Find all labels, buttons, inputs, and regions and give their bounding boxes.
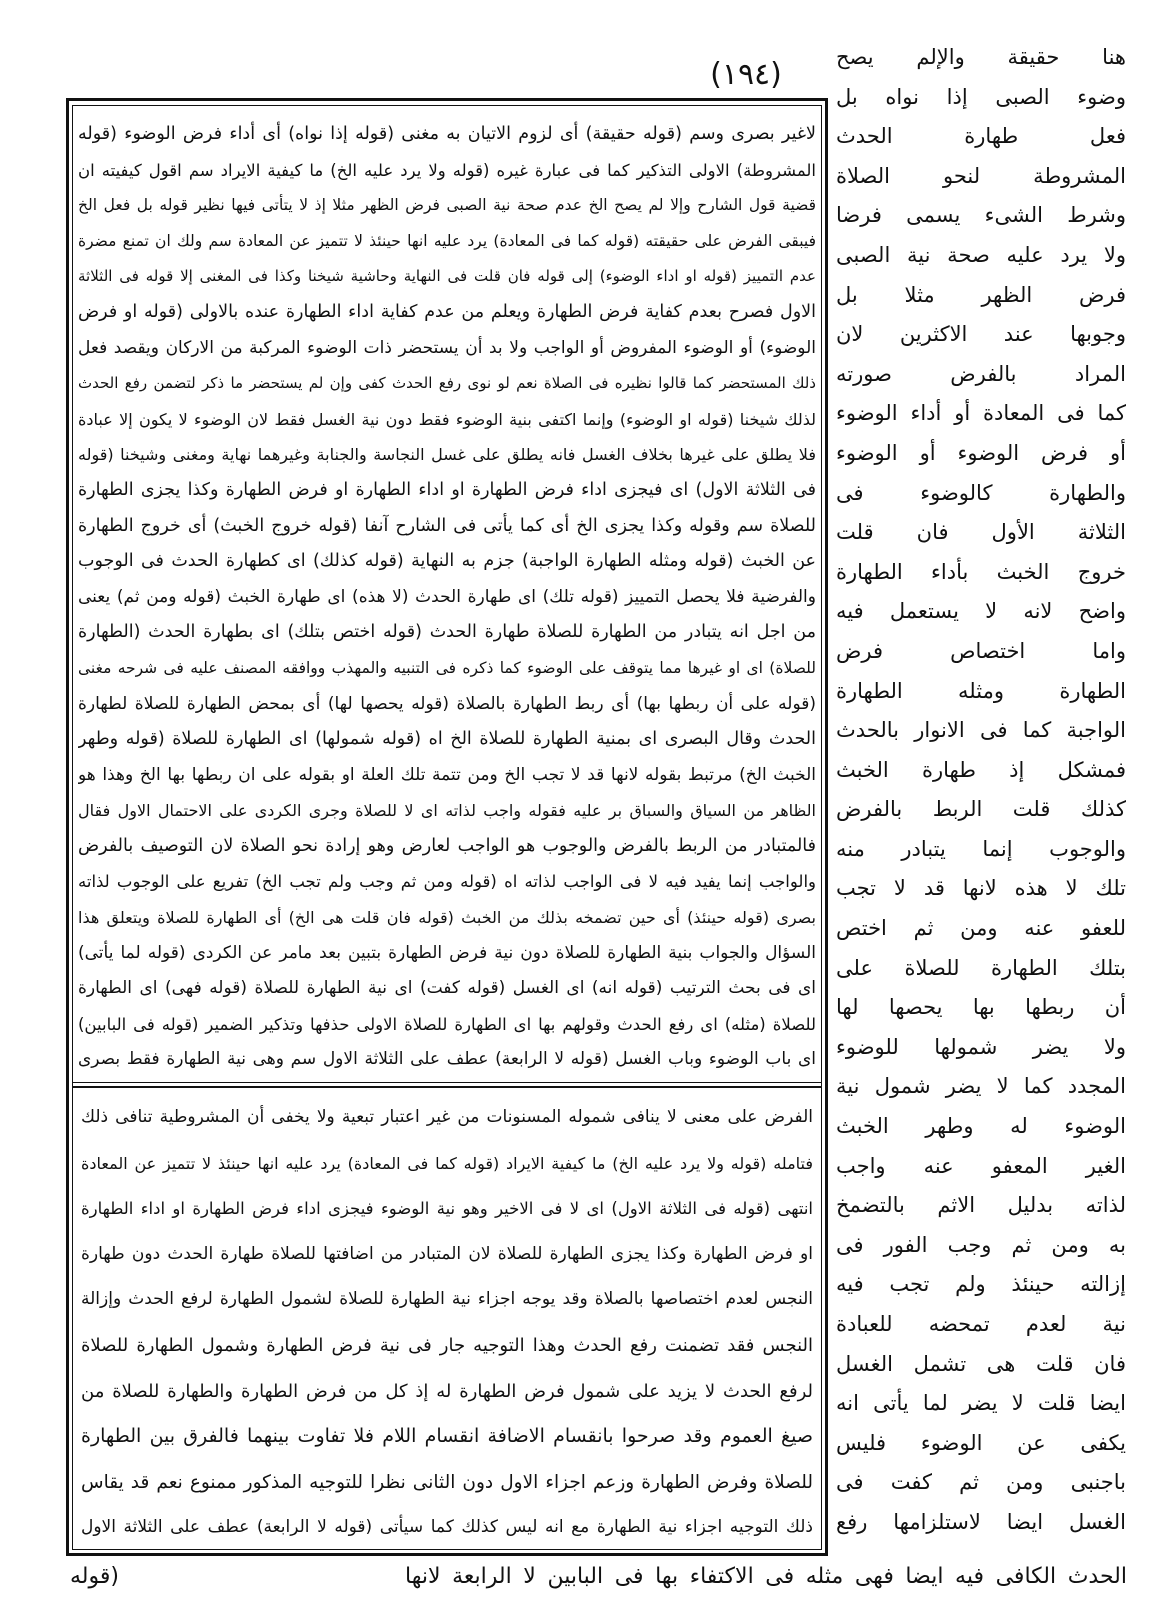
- margin-line: نية لعدم تمحضه للعبادة: [836, 1312, 1126, 1336]
- commentary-line: الحدث وقال البصرى اى بمنية الطهارة للصلاة الخ اه (قوله شمولها) اى الطهارة للصلاة (قوله وطهر: [78, 729, 816, 750]
- commentary-frame: [66, 98, 828, 1556]
- commentary-line: اى فى بحث الترتيب (قوله انه) اى الغسل (قوله كفت) اى نية الطهارة للصلاة (قوله فهى) اى الطهارة: [78, 978, 816, 999]
- commentary-line: فلا يطلق على غيرها بخلاف الغسل فانه يطلق على غسل النجاسة والجنابة وغيرهما نهاية ومغنى وشيخنا (قوله: [78, 445, 816, 465]
- commentary-line: اى باب الوضوء وباب الغسل (قوله لا الرابعة) عطف على الثلاثة الاول سم وهى نية الطهارة فقط بصرى: [78, 1049, 816, 1070]
- margin-continuation-line: الحدث الكافى فيه ايضا فهى مثله فى الاكتفاء بها فى البابين لا الرابعة لانها: [405, 1564, 1127, 1589]
- commentary-line: عدم التمييز (قوله او اداء الوضوء) إلى قوله فان قلت فى النهاية وحاشية شيخنا وكذا فى المغنى إلا قوله فى الثلاثة: [78, 267, 816, 286]
- margin-line: واضح لانه لا يستعمل فيه: [836, 599, 1126, 624]
- margin-line: الوضوء له وطهر الخبث: [836, 1114, 1126, 1139]
- margin-line: المجدد كما لا يضر شمول نية: [836, 1074, 1126, 1099]
- commentary-line: للصلاة سم وقوله وكذا يجزى الخ أى كما يأتى فى الشارح آنفا (قوله خروج الخبث) أى خروج الطهارة: [78, 515, 816, 536]
- margin-line: واما اختصاص فرض: [836, 638, 1126, 663]
- margin-line: فرض الظهر مثلا بل: [836, 282, 1126, 307]
- commentary-line: (قوله على أن ربطها بها) أى ربط الطهارة بالصلاة (قوله يحصها لها) أى بمحض الطهارة للصلاة لطهارة: [78, 693, 816, 714]
- margin-line: هنا حقيقة والإلم يصح: [836, 45, 1126, 69]
- margin-line: وضوء الصبى إذا نواه بل: [836, 84, 1126, 109]
- margin-line: والطهارة كالوضوء فى: [836, 480, 1126, 505]
- margin-commentary: [836, 38, 1126, 1543]
- lower-commentary-line: النجس لعدم اختصاصها بالصلاة وقد يوجه اجزاء نية الطهارة للصلاة لشمول الطهارة لرفع الحدث وإزالة: [81, 1289, 813, 1310]
- margin-line: ايضا قلت لا يضر لما يأتى انه: [836, 1391, 1126, 1416]
- lower-commentary-line: الفرض على معنى لا ينافى شموله المسنونات من غير اعتبار تبعية ولا يخفى أن المشروطية تنافى ذلك: [81, 1107, 813, 1127]
- margin-line: فعل طهارة الحدث: [836, 124, 1126, 149]
- lower-commentary: [81, 1095, 813, 1551]
- margin-line: وجوبها عند الاكثرين لان: [836, 322, 1126, 347]
- margin-line: وشرط الشىء يسمى فرضا: [836, 203, 1126, 228]
- commentary-line: عن الخبث (قوله ومثله الطهارة الواجبة) جزم به النهاية (قوله كذلك) اى كطهارة الحدث فى الوجوب: [78, 551, 816, 572]
- margin-line: الواجبة كما فى الانوار بالحدث: [836, 718, 1126, 743]
- margin-line: إزالته حينئذ ولم تجب فيه: [836, 1272, 1126, 1297]
- margin-line: به ومن ثم وجب الفور فى: [836, 1232, 1126, 1257]
- lower-commentary-line: صيغ العموم وقد صرحوا بانقسام الاضافة انقسام اللام فلا تفاوت بينهما فالفرق بين الطهارة: [81, 1425, 813, 1448]
- margin-line: الغير المعفو عنه واجب: [836, 1153, 1126, 1178]
- commentary-line: بصرى (قوله حينئذ) أى حين تضمخه بذلك من الخبث (قوله فان قلت هى الخ) أى الطهارة للصلاة ويتعلق هذا: [78, 908, 816, 928]
- margin-line: يكفى عن الوضوء فليس: [836, 1430, 1126, 1455]
- margin-line: الثلاثة الأول فان قلت: [836, 520, 1126, 545]
- page-number: (١٩٤): [710, 57, 782, 92]
- lower-commentary-line: النجس فقد تضمنت رفع الحدث وهذا التوجيه جار فى نية فرض الطهارة وشمول الطهارة للصلاة: [81, 1334, 813, 1356]
- margin-line: المراد بالفرض صورته: [836, 361, 1126, 386]
- commentary-line: والواجب إنما يفيد فيه لا فى الواجب لذاته اه (قوله ومن ثم وجب ولم تجب الخ) تفريع على الوجوب لذاته: [78, 872, 816, 892]
- commentary-line: الاول فصرح بعدم كفاية فرض الطهارة ويعلم من عدم كفاية اداء الطهارة عنده بالاولى (قوله او فرض: [78, 301, 816, 322]
- commentary-line: قضية قول الشارح وإلا لم يصح الخ عدم صحة نية الصبى فرض الظهر مثلا إذ لا يتأتى فيها نظير قوله بل فعل الخ: [78, 196, 816, 215]
- commentary-line: فالمتبادر من الربط بالفرض والوجوب هو الواجب لعارض وهو إرادة نحو الصلاة لان التوصيف بالفرض: [78, 835, 816, 856]
- margin-line: كما فى المعادة أو أداء الوضوء: [836, 401, 1126, 426]
- commentary-line: للصلاة) اى او غيرها مما يتوقف على الوضوء كما ذكره فى التنبيه والمهذب ووافقه المصنف عليه فى شرحه مغنى: [78, 658, 816, 677]
- margin-line: لذاته بدليل الاثم بالتضمخ: [836, 1193, 1126, 1218]
- margin-line: أن ربطها بها يحصها لها: [836, 995, 1126, 1020]
- commentary-line: الظاهر من السياق والسباق بر عليه فقوله واجب لذاته اى لا للصلاة وجرى الكردى على الاحتمال الاول فقال: [78, 801, 816, 821]
- commentary-line: والفرضية فلا يحصل التمييز (قوله تلك) اى طهارة الحدث (لا هذه) اى طهارة الخبث (قوله ومن ثم) يعنى: [78, 586, 816, 607]
- commentary-line: لاغير بصرى وسم (قوله حقيقة) أى لزوم الاتيان به مغنى (قوله إذا نواه) أى أداء فرض الوضوء (قوله: [78, 124, 816, 144]
- lower-commentary-line: للصلاة وفرض الطهارة وزعم اجزاء الاول دون الثانى نظرا للتوجيه المذكور ممنوع نعم قد يقاس: [81, 1471, 813, 1493]
- lower-commentary-line: لرفع الحدث لا يزيد على شمول فرض الطهارة له إذ كل من فرض الطهارة والطهارة للصلاة من: [81, 1380, 813, 1402]
- margin-line: الطهارة ومثله الطهارة: [836, 678, 1126, 703]
- margin-line: فان قلت هى تشمل الغسل: [836, 1351, 1126, 1376]
- commentary-line: فى الثلاثة الاول) اى فيجزى اداء فرض الطهارة او اداء الطهارة او فرض الطهارة وكذا يجزى الطهارة: [78, 479, 816, 500]
- lower-commentary-line: او فرض الطهارة وكذا يجزى الطهارة للصلاة لان المتبادر من اضافتها للصلاة طهارة الحدث دون طهارة: [81, 1243, 813, 1264]
- margin-line: بتلك الطهارة للصلاة على: [836, 955, 1126, 980]
- catchword: (قوله: [70, 1564, 119, 1589]
- lower-commentary-line: ذلك التوجيه اجزاء نية الطهارة مع انه ليس كذلك كما سيأتى (قوله لا الرابعة) عطف على الثلاثة الاول: [81, 1517, 813, 1538]
- margin-line: للعفو عنه ومن ثم اختص: [836, 916, 1126, 941]
- margin-line: فمشكل إذ طهارة الخبث: [836, 757, 1126, 782]
- commentary-line: فيبقى الفرض على حقيقته (قوله كما فى المعادة) يرد عليه انها حينئذ لا تتميز عن المعادة سم ولك ان تمنع مضرة: [78, 231, 816, 250]
- commentary-line: لذلك شيخنا (قوله او الوضوء) وإنما اكتفى بنية الوضوء فقط دون نية الغسل فقط لان الوضوء لا يكون إلا عبادة: [78, 409, 816, 429]
- commentary-line: الوضوء) أو الوضوء المفروض أو الواجب ولا بد أن يستحضر ذات الوضوء المركبة من الاركان ويقصد فعل: [78, 337, 816, 358]
- commentary-line: الخبث الخ) مرتبط بقوله لانها قد لا تجب الخ ومن تتمة تلك العلة او بقوله على ان ربطها بها الخ وهذا هو: [78, 764, 816, 785]
- lower-commentary-line: فتامله (قوله ولا يرد عليه الخ) ما كيفية الايراد (قوله كما فى المعادة) يرد عليه انها حينئذ لا تتميز عن المعادة: [81, 1153, 813, 1173]
- margin-line: أو فرض الوضوء أو الوضوء: [836, 440, 1126, 465]
- margin-line: باجنبى ومن ثم كفت فى: [836, 1470, 1126, 1495]
- margin-line: ولا يرد عليه صحة نية الصبى: [836, 242, 1126, 267]
- margin-line: كذلك قلت الربط بالفرض: [836, 797, 1126, 822]
- margin-line: تلك لا هذه لانها قد لا تجب: [836, 876, 1126, 901]
- commentary-line: ذلك المستحضر كما قالوا نظيره فى الصلاة نعم لو نوى رفع الحدث كفى وإن لم يستحضر ما ذكر لتضمن رفع الحدث: [78, 374, 816, 393]
- margin-line: المشروطة لنحو الصلاة: [836, 163, 1126, 188]
- margin-line: والوجوب إنما يتبادر منه: [836, 836, 1126, 861]
- upper-commentary: [78, 117, 816, 1078]
- margin-line: الغسل ايضا لاستلزامها رفع: [836, 1509, 1126, 1534]
- lower-commentary-line: انتهى (قوله فى الثلاثة الاول) اى لا فى الاخير وهو نية الوضوء فيجزى اداء فرض الطهارة او اداء الطهارة: [81, 1199, 813, 1219]
- commentary-line: من اجل انه يتبادر من الطهارة للصلاة طهارة الحدث (قوله اختص بتلك) اى بطهارة الحدث (الطهارة: [78, 622, 816, 643]
- commentary-line: للصلاة (مثله) اى رفع الحدث وقولهم بها اى الطهارة للصلاة الاولى حذفها وتذكير الضمير (قوله فى البابين): [78, 1014, 816, 1034]
- commentary-line: السؤال والجواب بنية الطهارة للصلاة دون نية فرض الطهارة بتبين بعد مامر عن الكردى (قوله لما يأتى): [78, 942, 816, 963]
- margin-line: خروج الخبث بأداء الطهارة: [836, 559, 1126, 584]
- section-divider: [73, 1082, 821, 1088]
- margin-line: ولا يضر شمولها للوضوء: [836, 1034, 1126, 1059]
- commentary-line: المشروطة) الاولى التذكير كما فى عبارة غيره (قوله ولا يرد عليه الخ) ما كيفية الايراد سم اقول كيفيته ان: [78, 160, 816, 180]
- frame-inner-border: [72, 105, 822, 1550]
